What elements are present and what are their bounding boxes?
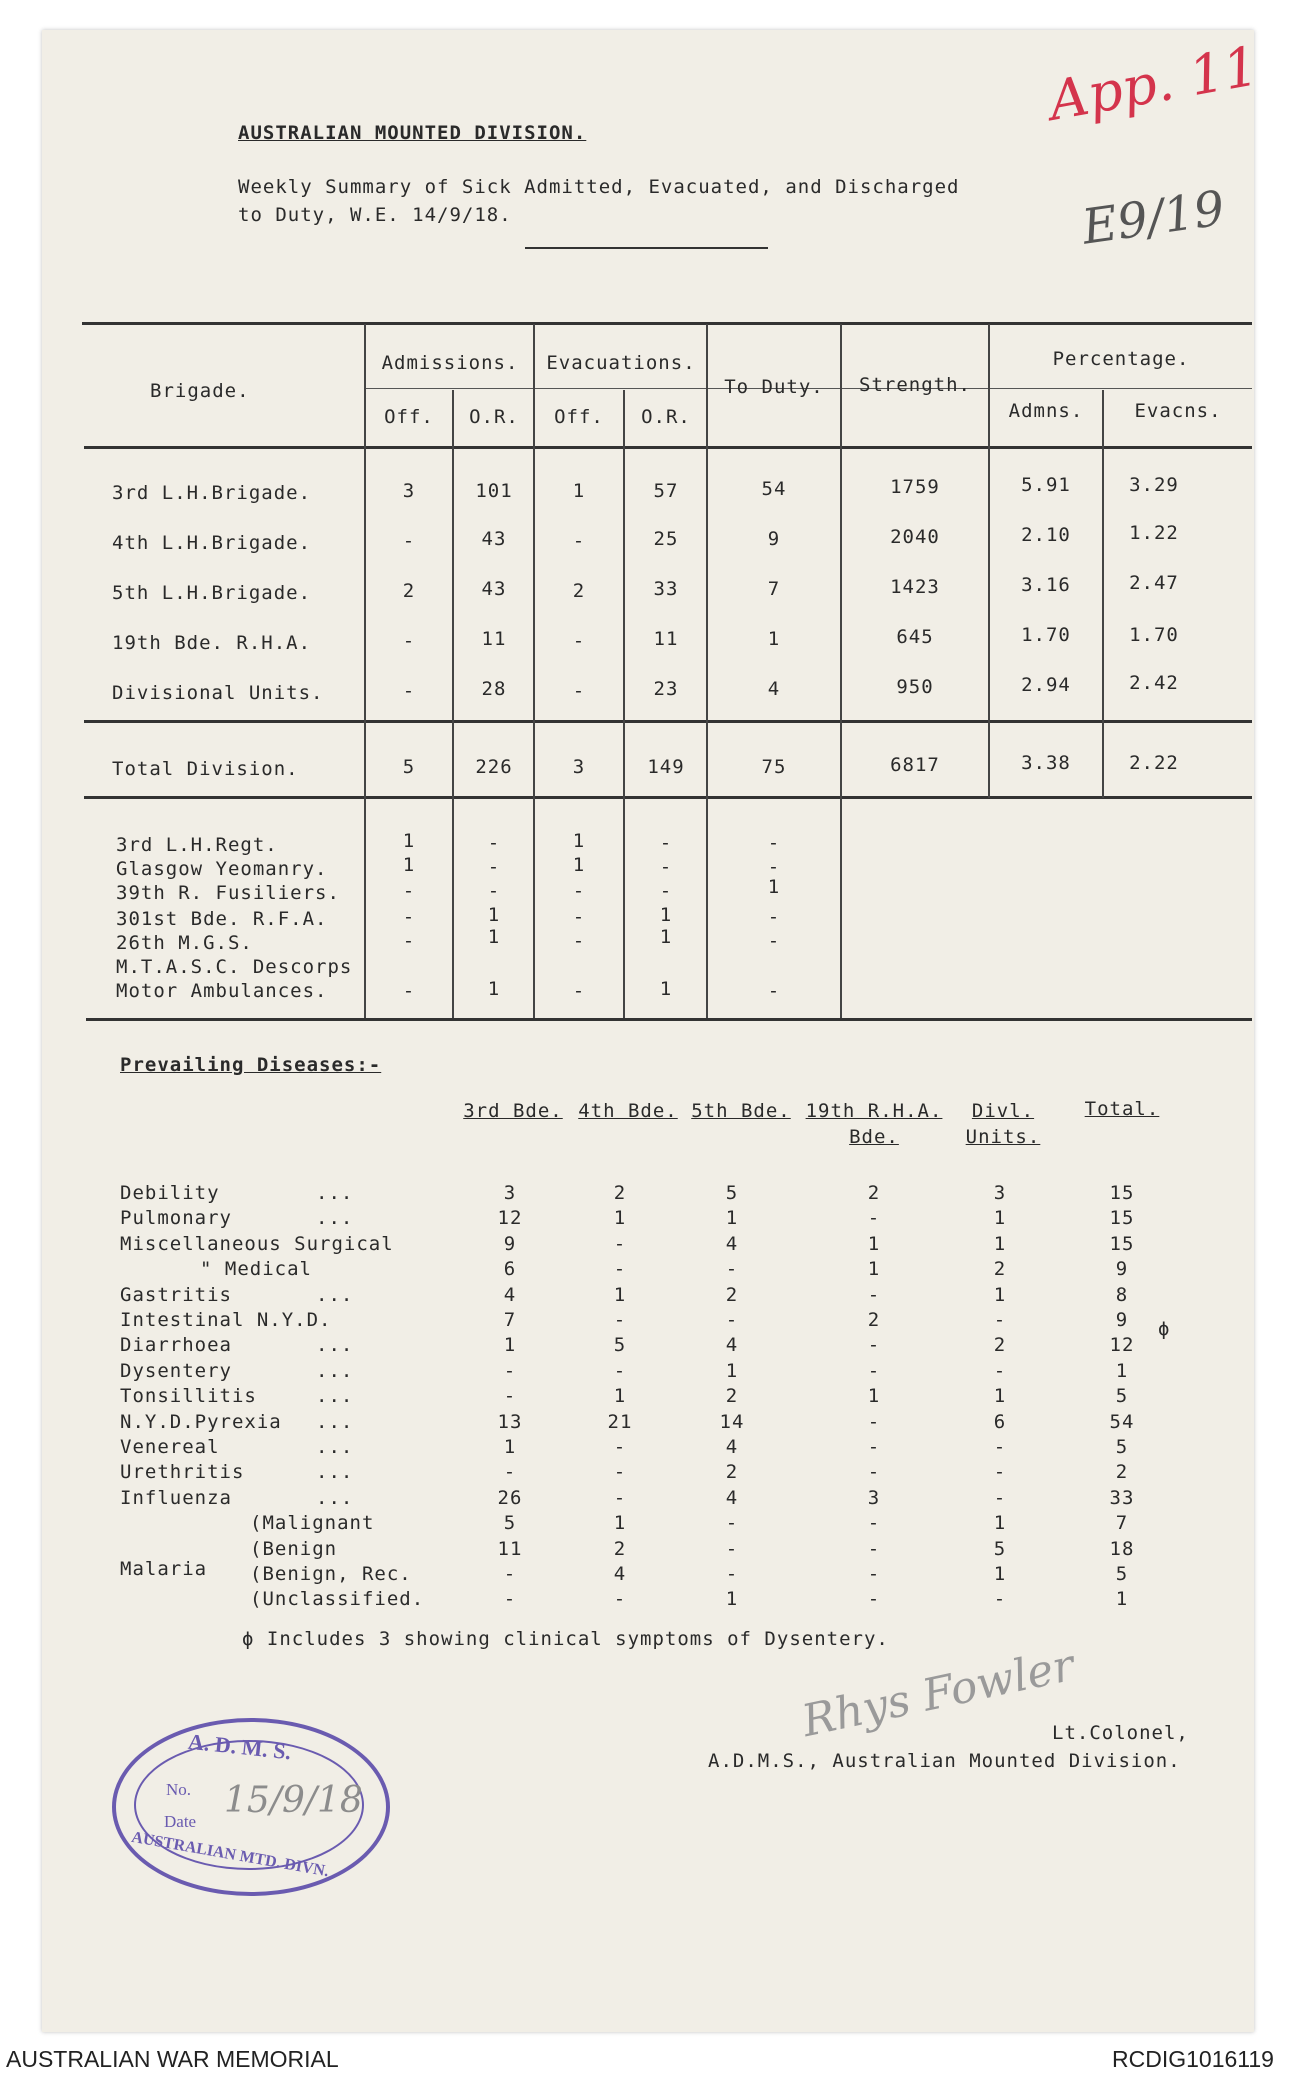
disease-cell: -: [993, 1487, 1007, 1509]
cell-pct-admns: 1.70: [1021, 624, 1071, 646]
footer-id: RCDIG1016119: [1112, 2046, 1274, 2072]
disease-cell: 2: [725, 1461, 739, 1483]
disease-cell: -: [613, 1436, 627, 1458]
header-ev-or: O.R.: [641, 406, 691, 428]
disease-cell: -: [993, 1309, 1007, 1331]
header-percentage: Percentage.: [1052, 348, 1190, 370]
disease-leader-dots: ...: [316, 1436, 354, 1458]
header-to-duty: To Duty.: [724, 376, 824, 398]
disease-leader-dots: ...: [316, 1461, 354, 1483]
disease-cell: -: [725, 1309, 739, 1331]
disease-cell: 2: [867, 1309, 881, 1331]
disease-cell: -: [867, 1538, 881, 1560]
cell-ev-off: 3: [572, 756, 586, 778]
disease-cell: -: [503, 1563, 517, 1585]
disease-col-header: Total.: [1084, 1098, 1160, 1120]
disease-cell: 1: [1115, 1360, 1129, 1382]
cell-adm-off: 2: [402, 580, 416, 602]
cell-duty: 1: [767, 876, 781, 898]
disease-cell: 1: [993, 1512, 1007, 1534]
disease-name: Intestinal N.Y.D.: [120, 1309, 332, 1331]
disease-cell: -: [613, 1461, 627, 1483]
cell-ev-or: 1: [659, 926, 673, 948]
disease-leader-dots: ...: [316, 1284, 354, 1306]
disease-cell: -: [867, 1207, 881, 1229]
handwritten-signature: Rhys Fowler: [797, 1639, 1079, 1748]
disease-cell: 2: [993, 1258, 1007, 1280]
disease-col-header: Divl.: [971, 1100, 1035, 1122]
disease-name: Urethritis: [120, 1461, 245, 1483]
stamp-no-label: No.: [166, 1780, 192, 1799]
disease-cell: 5: [1115, 1385, 1129, 1407]
disease-cell: -: [503, 1385, 517, 1407]
disease-cell: 1: [993, 1207, 1007, 1229]
col-rule: [988, 324, 990, 798]
brigade-name: 3rd L.H.Brigade.: [112, 482, 312, 504]
cell-ev-or: 1: [659, 978, 673, 1000]
stamp-top-text: A. D. M. S.: [187, 1728, 293, 1765]
disease-cell: 33: [1109, 1487, 1135, 1509]
cell-adm-off: -: [402, 980, 416, 1002]
disease-cell: 4: [725, 1233, 739, 1255]
brigade-name: 4th L.H.Brigade.: [112, 532, 312, 554]
disease-name: Gastritis: [120, 1284, 232, 1306]
disease-col-header: 19th R.H.A.: [805, 1100, 943, 1122]
disease-cell: -: [867, 1411, 881, 1433]
header-evacuations: Evacuations.: [546, 352, 696, 374]
disease-cell: 14: [719, 1411, 745, 1433]
cell-strength: 1423: [890, 576, 940, 598]
disease-name: Venereal: [120, 1436, 220, 1458]
cell-duty: -: [767, 906, 781, 928]
annotation-app-11: App. 11: [1044, 34, 1264, 133]
disease-cell: -: [725, 1563, 739, 1585]
cell-strength: 6817: [890, 754, 940, 776]
disease-cell: 2: [725, 1284, 739, 1306]
cell-ev-off: -: [572, 530, 586, 552]
unit-name: M.T.A.S.C. Descorps: [116, 956, 353, 978]
disease-cell: 1: [867, 1385, 881, 1407]
brigade-name: 19th Bde. R.H.A.: [112, 632, 312, 654]
table-total-top-rule: [84, 720, 1252, 723]
cell-ev-or: 33: [653, 578, 679, 600]
disease-cell: 4: [503, 1284, 517, 1306]
disease-cell: -: [867, 1284, 881, 1306]
disease-cell: 15: [1109, 1207, 1135, 1229]
cell-pct-admns: 5.91: [1021, 474, 1071, 496]
disease-cell: 1: [867, 1233, 881, 1255]
disease-cell: 1: [993, 1563, 1007, 1585]
disease-cell: -: [725, 1512, 739, 1534]
disease-leader-dots: ...: [316, 1487, 354, 1509]
cell-adm-off: 3: [402, 480, 416, 502]
disease-cell: 5: [725, 1182, 739, 1204]
cell-adm-off: 5: [402, 756, 416, 778]
cell-ev-or: -: [659, 880, 673, 902]
table-bottom-rule: [86, 1018, 1252, 1021]
col-rule: [840, 324, 842, 1018]
disease-cell: 1: [725, 1588, 739, 1610]
disease-cell: 1: [613, 1207, 627, 1229]
cell-adm-or: 11: [481, 628, 507, 650]
disease-cell: 7: [1115, 1512, 1129, 1534]
cell-ev-off: -: [572, 630, 586, 652]
stamp-date-value: 15/9/18: [224, 1780, 363, 1821]
cell-ev-or: 57: [653, 480, 679, 502]
disease-cell: 5: [1115, 1436, 1129, 1458]
disease-col-header: 5th Bde.: [691, 1100, 791, 1122]
cell-ev-or: 1: [659, 904, 673, 926]
disease-name: (Malignant: [250, 1512, 375, 1534]
disease-cell: -: [867, 1436, 881, 1458]
unit-name: Glasgow Yeomanry.: [116, 858, 328, 880]
disease-cell: 4: [613, 1563, 627, 1585]
cell-adm-or: 1: [487, 978, 501, 1000]
disease-cell: 1: [725, 1207, 739, 1229]
cell-duty: -: [767, 980, 781, 1002]
cell-adm-or: 1: [487, 926, 501, 948]
table-header-bottom-rule: [84, 446, 1252, 449]
cell-ev-off: 1: [572, 480, 586, 502]
disease-cell: -: [993, 1436, 1007, 1458]
disease-name: (Benign, Rec.: [250, 1563, 412, 1585]
document-title: AUSTRALIAN MOUNTED DIVISION.: [238, 122, 587, 144]
disease-cell: -: [613, 1487, 627, 1509]
cell-ev-off: 1: [572, 854, 586, 876]
disease-cell: -: [613, 1588, 627, 1610]
header-ev-off: Off.: [554, 406, 604, 428]
document-subtitle-2: to Duty, W.E. 14/9/18.: [238, 204, 512, 226]
cell-strength: 1759: [890, 476, 940, 498]
disease-cell: 3: [867, 1487, 881, 1509]
document-subtitle-1: Weekly Summary of Sick Admitted, Evacuated, and Discharged: [238, 176, 960, 198]
unit-name: 39th R. Fusiliers.: [116, 882, 340, 904]
header-strength: Strength.: [859, 374, 971, 396]
cell-pct-evacns: 2.47: [1129, 572, 1179, 594]
disease-cell: -: [993, 1461, 1007, 1483]
cell-ev-or: 25: [653, 528, 679, 550]
disease-cell: -: [867, 1334, 881, 1356]
disease-cell: 9: [503, 1233, 517, 1255]
brigade-name: Divisional Units.: [112, 682, 324, 704]
cell-ev-or: 23: [653, 678, 679, 700]
disease-cell: 3: [993, 1182, 1007, 1204]
cell-ev-off: -: [572, 980, 586, 1002]
disease-cell: -: [613, 1233, 627, 1255]
disease-cell: -: [503, 1588, 517, 1610]
cell-adm-off: 1: [402, 830, 416, 852]
cell-adm-off: 1: [402, 854, 416, 876]
disease-cell: 2: [725, 1385, 739, 1407]
disease-cell: -: [613, 1309, 627, 1331]
disease-name: Pulmonary: [120, 1207, 232, 1229]
disease-cell: 11: [497, 1538, 523, 1560]
header-adm-or: O.R.: [469, 406, 519, 428]
disease-col-header: Bde.: [849, 1126, 899, 1148]
disease-cell: 5: [993, 1538, 1007, 1560]
disease-name: Debility: [120, 1182, 220, 1204]
disease-cell: 15: [1109, 1182, 1135, 1204]
cell-ev-or: -: [659, 856, 673, 878]
cell-adm-off: -: [402, 530, 416, 552]
disease-cell: 4: [725, 1436, 739, 1458]
header-adm-off: Off.: [384, 406, 434, 428]
disease-cell: 6: [503, 1258, 517, 1280]
cell-strength: 2040: [890, 526, 940, 548]
annotation-ref: E9/19: [1078, 180, 1229, 256]
cell-adm-or: -: [487, 856, 501, 878]
cell-duty: 54: [761, 478, 787, 500]
footnote: ϕ Includes 3 showing clinical symptoms of Dysentery.: [242, 1628, 889, 1650]
cell-pct-admns: 3.38: [1021, 752, 1071, 774]
cell-pct-admns: 2.10: [1021, 524, 1071, 546]
cell-adm-or: 101: [475, 480, 513, 502]
disease-name: Dysentery: [120, 1360, 232, 1382]
disease-name: Tonsillitis: [120, 1385, 257, 1407]
disease-name: N.Y.D.Pyrexia: [120, 1411, 282, 1433]
disease-col-header: 4th Bde.: [578, 1100, 678, 1122]
disease-cell: 1: [503, 1436, 517, 1458]
footnote-marker: ϕ: [1158, 1318, 1171, 1340]
cell-duty: 4: [767, 678, 781, 700]
cell-adm-off: -: [402, 880, 416, 902]
disease-cell: 2: [867, 1182, 881, 1204]
cell-adm-or: 1: [487, 904, 501, 926]
disease-cell: 4: [725, 1487, 739, 1509]
disease-cell: 1: [725, 1360, 739, 1382]
cell-pct-admns: 3.16: [1021, 574, 1071, 596]
diseases-heading: Prevailing Diseases:-: [120, 1054, 382, 1076]
cell-adm-or: -: [487, 880, 501, 902]
disease-cell: 15: [1109, 1233, 1135, 1255]
disease-col-header: Units.: [965, 1126, 1041, 1148]
cell-duty: 9: [767, 528, 781, 550]
disease-cell: 9: [1115, 1258, 1129, 1280]
cell-pct-evacns: 2.42: [1129, 672, 1179, 694]
disease-cell: 13: [497, 1411, 523, 1433]
disease-cell: 1: [503, 1334, 517, 1356]
cell-duty: -: [767, 832, 781, 854]
disease-cell: 1: [1115, 1588, 1129, 1610]
cell-adm-off: -: [402, 630, 416, 652]
signature-title: A.D.M.S., Australian Mounted Division.: [708, 1750, 1181, 1772]
disease-cell: 6: [993, 1411, 1007, 1433]
cell-adm-or: 43: [481, 578, 507, 600]
disease-cell: 8: [1115, 1284, 1129, 1306]
cell-adm-or: 226: [475, 756, 513, 778]
disease-col-header: 3rd Bde.: [463, 1100, 563, 1122]
disease-cell: 7: [503, 1309, 517, 1331]
disease-cell: 1: [993, 1385, 1007, 1407]
disease-name: Miscellaneous Surgical: [120, 1233, 394, 1255]
cell-adm-or: 28: [481, 678, 507, 700]
cell-pct-evacns: 3.29: [1129, 474, 1179, 496]
cell-strength: 645: [896, 626, 934, 648]
admin-stamp: [112, 1718, 390, 1896]
stamp-date-label: Date: [164, 1812, 197, 1831]
cell-ev-off: -: [572, 880, 586, 902]
disease-name: Influenza: [120, 1487, 232, 1509]
disease-cell: 3: [503, 1182, 517, 1204]
disease-cell: -: [503, 1461, 517, 1483]
disease-cell: 2: [613, 1182, 627, 1204]
total-label: Total Division.: [112, 758, 299, 780]
disease-cell: 12: [497, 1207, 523, 1229]
cell-ev-off: -: [572, 930, 586, 952]
disease-cell: -: [613, 1258, 627, 1280]
disease-cell: 26: [497, 1487, 523, 1509]
disease-cell: -: [993, 1588, 1007, 1610]
disease-cell: -: [867, 1563, 881, 1585]
cell-duty: -: [767, 856, 781, 878]
disease-cell: 9: [1115, 1309, 1129, 1331]
cell-duty: 1: [767, 628, 781, 650]
disease-name: " Medical: [200, 1258, 312, 1280]
disease-cell: -: [725, 1258, 739, 1280]
unit-name: 26th M.G.S.: [116, 932, 253, 954]
header-pct-evacns: Evacns.: [1134, 400, 1222, 422]
cell-adm-off: -: [402, 930, 416, 952]
disease-cell: 2: [993, 1334, 1007, 1356]
cell-adm-off: -: [402, 680, 416, 702]
cell-pct-admns: 2.94: [1021, 674, 1071, 696]
disease-cell: -: [613, 1360, 627, 1382]
cell-ev-off: -: [572, 680, 586, 702]
disease-name: (Unclassified.: [250, 1588, 425, 1610]
disease-cell: 1: [613, 1385, 627, 1407]
col-rule: [1102, 390, 1104, 798]
disease-cell: -: [867, 1360, 881, 1382]
disease-leader-dots: ...: [316, 1360, 354, 1382]
brigade-name: 5th L.H.Brigade.: [112, 582, 312, 604]
cell-duty: -: [767, 930, 781, 952]
disease-cell: 12: [1109, 1334, 1135, 1356]
disease-cell: 5: [613, 1334, 627, 1356]
disease-cell: 2: [1115, 1461, 1129, 1483]
header-admissions: Admissions.: [381, 352, 519, 374]
footer-source: AUSTRALIAN WAR MEMORIAL: [6, 2046, 339, 2072]
disease-cell: 1: [613, 1284, 627, 1306]
disease-cell: 5: [503, 1512, 517, 1534]
subtitle-rule: [525, 247, 768, 249]
cell-ev-off: 1: [572, 830, 586, 852]
cell-ev-or: 11: [653, 628, 679, 650]
disease-cell: 1: [867, 1258, 881, 1280]
cell-duty: 7: [767, 578, 781, 600]
cell-adm-or: 43: [481, 528, 507, 550]
stamp-bottom-text: AUSTRALIAN MTD. DIVN.: [130, 1828, 331, 1881]
cell-ev-or: 149: [647, 756, 685, 778]
unit-name: 3rd L.H.Regt.: [116, 834, 278, 856]
malaria-label: Malaria: [120, 1558, 208, 1580]
disease-leader-dots: ...: [316, 1411, 354, 1433]
cell-ev-off: 2: [572, 580, 586, 602]
disease-cell: -: [993, 1360, 1007, 1382]
signature-rank: Lt.Colonel,: [1052, 1722, 1189, 1744]
disease-cell: 5: [1115, 1563, 1129, 1585]
unit-name: 301st Bde. R.F.A.: [116, 908, 328, 930]
cell-pct-evacns: 1.70: [1129, 624, 1179, 646]
cell-strength: 950: [896, 676, 934, 698]
disease-cell: 54: [1109, 1411, 1135, 1433]
disease-cell: -: [867, 1588, 881, 1610]
cell-adm-off: -: [402, 906, 416, 928]
disease-cell: 2: [613, 1538, 627, 1560]
cell-pct-evacns: 1.22: [1129, 522, 1179, 544]
disease-cell: -: [725, 1538, 739, 1560]
disease-cell: -: [867, 1512, 881, 1534]
unit-name: Motor Ambulances.: [116, 980, 328, 1002]
disease-cell: 1: [993, 1284, 1007, 1306]
disease-name: (Benign: [250, 1538, 338, 1560]
disease-leader-dots: ...: [316, 1182, 354, 1204]
disease-leader-dots: ...: [316, 1385, 354, 1407]
disease-cell: 21: [607, 1411, 633, 1433]
disease-cell: -: [867, 1461, 881, 1483]
disease-cell: 18: [1109, 1538, 1135, 1560]
disease-leader-dots: ...: [316, 1207, 354, 1229]
disease-cell: -: [503, 1360, 517, 1382]
header-brigade: Brigade.: [150, 380, 250, 402]
disease-cell: 1: [993, 1233, 1007, 1255]
disease-cell: 4: [725, 1334, 739, 1356]
table-total-bottom-rule: [84, 796, 1252, 799]
table-top-rule: [82, 322, 1252, 325]
cell-ev-or: -: [659, 832, 673, 854]
disease-name: Diarrhoea: [120, 1334, 232, 1356]
disease-cell: 1: [613, 1512, 627, 1534]
cell-pct-evacns: 2.22: [1129, 752, 1179, 774]
disease-leader-dots: ...: [316, 1334, 354, 1356]
cell-duty: 75: [761, 756, 787, 778]
cell-adm-or: -: [487, 832, 501, 854]
cell-ev-off: -: [572, 906, 586, 928]
header-pct-admns: Admns.: [1008, 400, 1084, 422]
